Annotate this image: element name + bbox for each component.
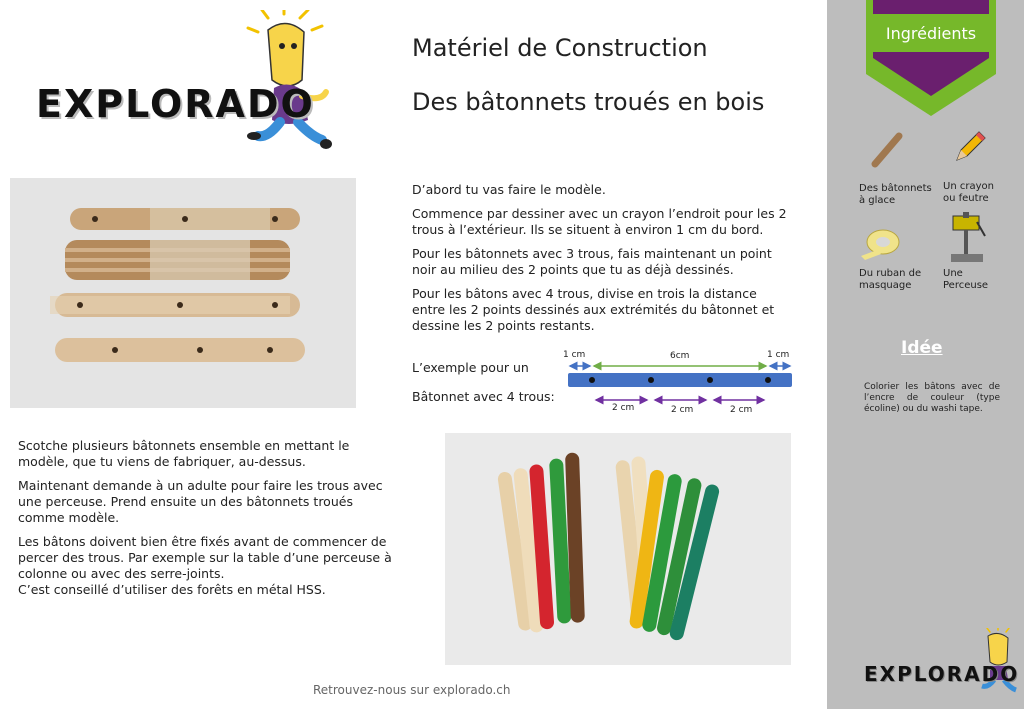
assembly-paragraph-3b: C’est conseillé d’utiliser des forêts en métal HSS. xyxy=(18,582,326,597)
diagram-stick xyxy=(568,373,792,387)
sidebar-logo-text: EXPLORADO xyxy=(864,662,1020,686)
idea-text: Colorier les bâtons avec de l’encre de couleur (type écoline) ou du washi tape. xyxy=(864,382,1000,414)
page-subtitle: Des bâtonnets troués en bois xyxy=(412,88,765,116)
assembly-paragraph-1: Scotche plusieurs bâtonnets ensemble en mettant le modèle, que tu viens de fabriquer, au-dessus. xyxy=(18,438,350,469)
stick-diagram xyxy=(560,348,800,418)
item-tape-label: Du ruban de masquage xyxy=(859,268,922,291)
pencil-icon xyxy=(949,126,989,166)
dim-bottom-3: 2 cm xyxy=(730,405,753,415)
assembly-text xyxy=(18,438,398,598)
dim-top-right: 1 cm xyxy=(767,350,790,360)
instruction-1: D’abord tu vas faire le modèle. xyxy=(412,182,606,197)
instructions-block xyxy=(412,182,792,342)
instruction-2: Commence par dessiner avec un crayon l’endroit pour les 2 trous à l’extérieur. Ils se situent à environ 1 cm du bord. xyxy=(412,206,787,237)
instruction-3: Pour les bâtonnets avec 3 trous, fais maintenant un point noir au milieu des 2 points que tu as déjà dessinés. xyxy=(412,246,772,277)
footer-text: Retrouvez-nous sur explorado.ch xyxy=(313,683,511,697)
explorado-logo xyxy=(36,10,336,160)
item-sticks-label: Des bâtonnets à glace xyxy=(859,183,932,206)
ingredients-label: Ingrédients xyxy=(885,24,977,43)
logo-text: EXPLORADO xyxy=(36,82,315,126)
instruction-4: Pour les bâtons avec 4 trous, divise en trois la distance entre les 2 points dessinés aux extrémités du bâtonnet et dessine les 2 points restants. xyxy=(412,286,775,333)
tape-icon xyxy=(857,222,903,262)
dim-bottom-2: 2 cm xyxy=(671,405,694,415)
example-label-1: L’exemple pour un xyxy=(412,360,529,375)
example-label-2: Bâtonnet avec 4 trous: xyxy=(412,389,555,404)
ingredients-banner xyxy=(827,0,1024,120)
item-drill-label: Une Perceuse xyxy=(943,268,989,291)
assembly-paragraph-2: Maintenant demande à un adulte pour faire les trous avec une perceuse. Prend ensuite un des bâtonnets troués comme modèle. xyxy=(18,478,383,525)
dim-bottom-1: 2 cm xyxy=(612,403,635,413)
colored-sticks-photo xyxy=(445,433,791,665)
assembly-paragraph-3 xyxy=(18,534,398,598)
assembly-paragraph-3a: Les bâtons doivent bien être fixés avant de commencer de percer des trous. Par exemple sur la table d’une perceuse à colonne ou avec des serre-joints. xyxy=(18,534,392,581)
dim-top-left: 1 cm xyxy=(563,350,586,360)
drill-icon xyxy=(947,212,987,266)
idea-title: Idée xyxy=(901,338,943,358)
dim-top-mid: 6cm xyxy=(670,351,690,361)
taped-sticks-photo xyxy=(10,178,356,408)
stick-icon xyxy=(867,130,907,170)
item-pencil-label: Un crayon ou feutre xyxy=(943,181,994,204)
ingredients-sidebar xyxy=(827,0,1024,709)
page-title: Matériel de Construction xyxy=(412,34,708,62)
